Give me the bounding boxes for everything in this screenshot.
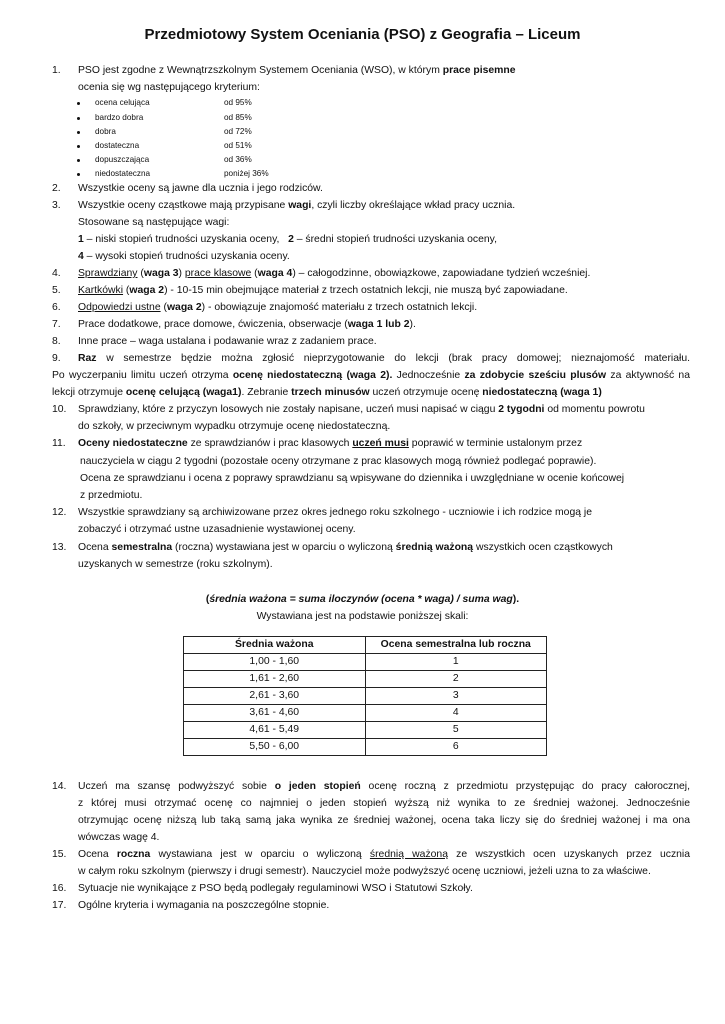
criteria-threshold: poniżej 36%: [224, 169, 269, 178]
item-1-line-2: ocenia się wg następującego kryterium:: [78, 82, 260, 93]
item-number: 6.: [52, 302, 61, 313]
item-number: 17.: [52, 900, 67, 911]
column-header: Ocena semestralna lub roczna: [365, 637, 547, 654]
item-3-weight-4: 4 – wysoki stopień trudności uzyskania oceny.: [78, 251, 290, 262]
criteria-threshold: od 36%: [224, 155, 252, 164]
bullet-icon: [77, 117, 80, 120]
item-3-line-1: Wszystkie oceny cząstkowe mają przypisane wagi, czyli liczby określające wkład pracy ucznia.: [78, 200, 516, 211]
table-cell: 2,61 - 3,60: [184, 688, 366, 705]
bullet-icon: [77, 131, 80, 134]
criteria-threshold: od 95%: [224, 98, 252, 107]
item-6-text: Odpowiedzi ustne (waga 2) - obowiązuje znajomość materiału z trzech ostatnich lekcji.: [78, 302, 478, 313]
bullet-icon: [77, 173, 80, 176]
table-cell: 3: [365, 688, 547, 705]
item-12-line-1: Wszystkie sprawdziany są archiwizowane przez okres jednego roku szkolnego - uczniowie i ich rodzice mogą je: [78, 507, 592, 518]
item-10-line-1: Sprawdziany, które z przyczyn losowych nie zostały napisane, uczeń musi napisać w ciągu 2 tygodni od momentu powrotu: [78, 404, 645, 415]
item-13-line-1: Ocena semestralna (roczna) wystawiana jest w oparciu o wyliczoną średnią ważoną wszystkich ocen cząstkowych: [78, 542, 613, 553]
item-10-line-2: do szkoły, w przeciwnym wypadku otrzymuje ocenę niedostateczną.: [78, 421, 391, 432]
criteria-threshold: od 51%: [224, 141, 252, 150]
criteria-threshold: od 72%: [224, 127, 252, 136]
criteria-grade: dobra: [95, 127, 116, 136]
item-15-line-2: w całym roku szkolnym (pierwszy i drugi semestr). Nauczyciel może podwyższyć ocenę uczniowi, jeżeli uzna to za właściwe.: [78, 866, 651, 877]
item-12-line-2: zobaczyć i otrzymać ustne uzasadnienie wystawionej oceny.: [78, 524, 356, 535]
criteria-grade: ocena celująca: [95, 98, 150, 107]
item-11-line-2: nauczyciela w ciągu 2 tygodni (pozostałe oceny otrzymane z prac klasowych mogą również podlegać poprawie).: [80, 456, 597, 467]
table-cell: 6: [365, 739, 547, 756]
table-cell: 4,61 - 5,49: [184, 722, 366, 739]
item-number: 15.: [52, 849, 67, 860]
item-17-text: Ogólne kryteria i wymagania na poszczególne stopnie.: [78, 900, 330, 911]
item-14-line-2: z której musi otrzymać ocenę co najmniej o jeden stopień wyższą niż wynika to ze średniej ważonej. Jednocześnie: [78, 798, 690, 809]
item-number: 12.: [52, 507, 67, 518]
table-cell: 5: [365, 722, 547, 739]
weighted-average-formula: (średnia ważona = suma iloczynów (ocena * waga) / suma wag).: [205, 594, 520, 605]
criteria-grade: dopuszczająca: [95, 155, 150, 164]
item-14-line-1: Uczeń ma szansę podwyższyć sobie o jeden stopień ocenę roczną z przedmiotu przystępując do pracy całorocznej,: [78, 781, 690, 792]
item-7-text: Prace dodatkowe, prace domowe, ćwiczenia, obserwacje (waga 1 lub 2).: [78, 319, 416, 330]
table-cell: 1,00 - 1,60: [184, 654, 366, 671]
scale-caption: Wystawiana jest na podstawie poniższej skali:: [256, 611, 469, 622]
criteria-grade: bardzo dobra: [95, 113, 144, 122]
item-15-line-1: Ocena roczna wystawiana jest w oparciu o wyliczoną średnią ważoną ze wszystkich ocen uzyskanych przez ucznia: [78, 849, 691, 860]
item-9-line-2: Po wyczerpaniu limitu uczeń otrzyma ocenę niedostateczną (waga 2). Jednocześnie za zdobycie sześciu plusów za aktywność na: [52, 370, 690, 381]
table-cell: 2: [365, 671, 547, 688]
item-2-text: Wszystkie oceny są jawne dla ucznia i jego rodziców.: [78, 183, 323, 194]
item-number: 1.: [52, 65, 61, 76]
table-row: [184, 688, 547, 705]
item-number: 11.: [52, 438, 66, 449]
item-13-line-2: uzyskanych w semestrze (roku szkolnym).: [78, 559, 273, 570]
item-number: 13.: [52, 542, 67, 553]
criteria-grade: niedostateczna: [95, 169, 151, 178]
table-cell: 3,61 - 4,60: [184, 705, 366, 722]
item-9-line-1: Raz w semestrze będzie można zgłosić nieprzygotowanie do lekcji (brak pracy domowej; nieznajomość materiału.: [78, 353, 690, 364]
table-cell: 1,61 - 2,60: [184, 671, 366, 688]
table-row: [184, 705, 547, 722]
grade-scale-table: [183, 636, 547, 756]
item-8-text: Inne prace – waga ustalana i podawanie wraz z zadaniem prace.: [78, 336, 377, 347]
item-number: 8.: [52, 336, 61, 347]
item-9-line-3: lekcji otrzymuje ocenę celującą (waga1). Zebranie trzech minusów uczeń otrzymuje ocenę niedostateczną (waga 1): [52, 387, 602, 398]
table-header-row: [184, 637, 547, 654]
item-16-text: Sytuacje nie wynikające z PSO będą podlegały regulaminowi WSO i Statutowi Szkoły.: [78, 883, 473, 894]
item-3-line-2: Stosowane są następujące wagi:: [78, 217, 230, 228]
criteria-threshold: od 85%: [224, 113, 252, 122]
item-number: 4.: [52, 268, 61, 279]
column-header: Średnia ważona: [184, 637, 366, 654]
item-14-line-3: otrzymując ocenę niższą lub taką samą jaka wynika ze średniej ważonej, ocena taka liczy się do średniej ważonej i ma ona: [78, 815, 690, 826]
item-number: 14.: [52, 781, 67, 792]
table-row: [184, 654, 547, 671]
bullet-icon: [77, 102, 80, 105]
item-number: 2.: [52, 183, 61, 194]
item-11-line-1: Oceny niedostateczne ze sprawdzianów i prac klasowych uczeń musi poprawić w terminie ustalonym przez: [78, 438, 583, 449]
table-cell: 4: [365, 705, 547, 722]
table-row: [184, 739, 547, 756]
bullet-icon: [77, 145, 80, 148]
item-11-line-3: Ocena ze sprawdzianu i ocena z poprawy sprawdzianu są wpisywane do dziennika i uwzględniane w ocenie końcowej: [80, 473, 625, 484]
item-number: 3.: [52, 200, 61, 211]
page-title: Przedmiotowy System Oceniania (PSO) z Geografia – Liceum: [144, 26, 581, 43]
table-row: [184, 671, 547, 688]
item-4-text: Sprawdziany (waga 3) prace klasowe (waga 4) – całogodzinne, obowiązkowe, zapowiadane tydzień wcześniej.: [78, 268, 591, 279]
item-5-text: Kartkówki (waga 2) - 10-15 min obejmujące materiał z trzech ostatnich lekcji, nie muszą być zapowiadane.: [78, 285, 568, 296]
item-11-line-4: z przedmiotu.: [80, 490, 143, 501]
table-row: [184, 722, 547, 739]
bullet-icon: [77, 159, 80, 162]
table-cell: 5,50 - 6,00: [184, 739, 366, 756]
table-cell: 1: [365, 654, 547, 671]
item-number: 16.: [52, 883, 67, 894]
item-number: 5.: [52, 285, 61, 296]
item-14-line-4: wówczas wagę 4.: [78, 832, 160, 843]
item-number: 7.: [52, 319, 61, 330]
criteria-grade: dostateczna: [95, 141, 140, 150]
item-1-line-1: PSO jest zgodne z Wewnątrzszkolnym Systemem Oceniania (WSO), w którym prace pisemne: [78, 65, 516, 76]
item-number: 9.: [52, 353, 61, 364]
item-3-weights-1-2: 1 – niski stopień trudności uzyskania oceny, 2 – średni stopień trudności uzyskania oceny,: [78, 234, 497, 245]
item-number: 10.: [52, 404, 67, 415]
